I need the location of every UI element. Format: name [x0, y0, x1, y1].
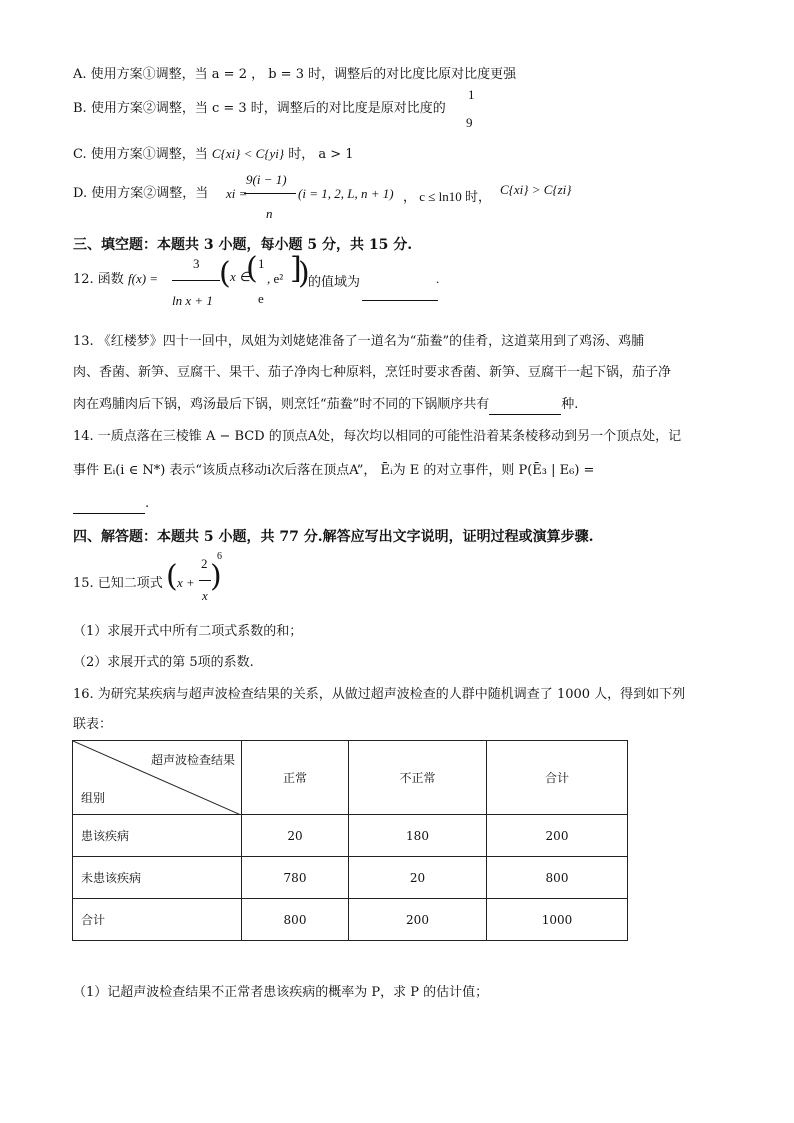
table-corner-cell — [73, 741, 242, 815]
q12-interval-left-bracket: ( — [246, 251, 258, 286]
table-cell: 20 — [349, 857, 487, 899]
table-row — [73, 857, 628, 899]
q15-part2: （2）求展开式的第 5项的系数. — [73, 655, 254, 670]
column-header: 合计 — [487, 741, 628, 815]
q14-line3 — [73, 495, 149, 514]
row-label: 未患该疾病 — [73, 857, 242, 899]
option-d-post: ， c ≤ ln10 时， — [403, 189, 492, 204]
q14-line3-end: . — [145, 496, 150, 511]
q12-post: 的值域为 — [308, 274, 361, 289]
q16-line1: 16. 为研究某疾病与超声波检查结果的关系，从做过超声波检查的人群中随机调查了 1000 人，得到如下列 — [73, 687, 686, 702]
option-c — [73, 145, 354, 164]
option-c-pre: C. 使用方案①调整，当 — [73, 147, 208, 162]
corner-top-label: 超声波检查结果 — [150, 753, 235, 767]
corner-bottom-label: 组别 — [81, 791, 106, 805]
q16-part1: （1）记超声波检查结果不正常者患该疾病的概率为 P，求 P 的估计值； — [73, 985, 489, 1000]
q12-interval-lo-num: 1 — [258, 256, 265, 271]
q15-pre: 15. 已知二项式 — [73, 576, 163, 591]
option-b-text: B. 使用方案②调整，当 c = 3 时，调整后的对比度是原对比度的 — [73, 101, 446, 116]
option-c-post: 时， a > 1 — [288, 147, 354, 162]
q14-line2: 事件 Eᵢ(i ∈ N*) 表示“该质点移动i次后落在顶点A”， Ēᵢ为 E 的对立事件，则 P(Ē₃ | E₆) = — [73, 463, 595, 478]
table-cell: 800 — [487, 857, 628, 899]
q15-expr-x: x + — [177, 575, 195, 590]
option-d-pre: D. 使用方案②调整，当 — [73, 186, 209, 201]
table-cell: 200 — [349, 899, 487, 941]
q12-fx: f(x) = — [128, 271, 159, 286]
q13-answer-blank — [489, 396, 561, 415]
q13-line3 — [73, 396, 578, 415]
table-cell: 800 — [242, 899, 349, 941]
section-4-heading: 四、解答题：本题共 5 小题，共 77 分.解答应写出文字说明，证明过程或演算步骤. — [73, 529, 594, 545]
option-d-xi: xi = — [226, 186, 248, 201]
q15-part1: （1）求展开式中所有二项式系数的和； — [73, 624, 303, 639]
q12-right-paren: ) — [298, 256, 310, 291]
section-3-heading: 三、填空题：本题共 3 小题，每小题 5 分，共 15 分. — [73, 237, 413, 253]
q12-domain-x: x ∈ — [230, 269, 251, 284]
table-cell: 1000 — [487, 899, 628, 941]
q15-left-paren: ( — [166, 559, 178, 594]
q12-fraction-bar — [172, 280, 220, 281]
q14-answer-blank — [73, 495, 145, 514]
contingency-table — [72, 740, 628, 941]
option-c-math: C{xi} < C{yi} — [211, 146, 285, 161]
q12-den: ln x + 1 — [172, 293, 213, 308]
q13-line1: 13. 《红楼梦》四十一回中，凤姐为刘姥姥准备了一道名为“茄鲞”的佳肴，这道菜用到了鸡汤、鸡脯 — [73, 334, 645, 349]
q15-right-paren: ) — [210, 559, 222, 594]
option-d-den: n — [266, 206, 273, 221]
table-row — [73, 899, 628, 941]
option-d-fraction-bar — [244, 193, 296, 194]
q13-line2: 肉、香菌、新笋、豆腐干、果干、茄子净肉七种原料，烹饪时要求香菌、新笋、豆腐干一起下锅，茄子净 — [73, 365, 672, 380]
table-cell: 780 — [242, 857, 349, 899]
q15-expr-den: x — [202, 588, 208, 603]
q12-left-paren: ( — [219, 256, 231, 291]
table-row — [73, 815, 628, 857]
option-b — [73, 100, 446, 118]
q12-interval-lo-den: e — [258, 291, 264, 306]
option-a: A. 使用方案①调整，当 a = 2 ， b = 3 时，调整后的对比度比原对比度更强 — [73, 67, 517, 82]
row-label: 合计 — [73, 899, 242, 941]
q12-interval-hi: , e² — [267, 271, 284, 286]
option-d-cmp: C{xi} > C{zi} — [500, 182, 572, 197]
q13-line3-post: 种. — [561, 397, 579, 412]
option-d — [73, 185, 208, 203]
q16-line2: 联表： — [73, 717, 113, 732]
column-header: 正常 — [242, 741, 349, 815]
row-label: 患该疾病 — [73, 815, 242, 857]
q14-line1: 14. 一质点落在三棱锥 A − BCD 的顶点A处，每次均以相同的可能性沿着某条棱移动到另一个顶点处，记 — [73, 429, 682, 444]
q15-exponent: 6 — [217, 551, 222, 562]
table-cell: 180 — [349, 815, 487, 857]
column-header: 不正常 — [349, 741, 487, 815]
q15-expr-num: 2 — [201, 556, 208, 571]
option-b-fraction-num: 1 — [468, 87, 475, 102]
q12-num: 3 — [193, 256, 200, 271]
option-d-num: 9(i − 1) — [246, 172, 287, 187]
q12-pre: 12. 函数 — [73, 272, 124, 287]
table-cell: 20 — [242, 815, 349, 857]
table-cell: 200 — [487, 815, 628, 857]
q12-end: . — [436, 271, 440, 286]
table-header-row — [73, 741, 628, 815]
q13-line3-pre: 肉在鸡脯肉后下锅，鸡汤最后下锅，则烹饪“茄鲞”时不同的下锅顺序共有 — [73, 397, 490, 412]
option-b-fraction-den: 9 — [466, 115, 473, 130]
option-d-cond: (i = 1, 2, L, n + 1) — [298, 186, 394, 201]
q12-answer-blank — [362, 300, 438, 301]
q12-interval-right-bracket: ] — [290, 251, 302, 286]
